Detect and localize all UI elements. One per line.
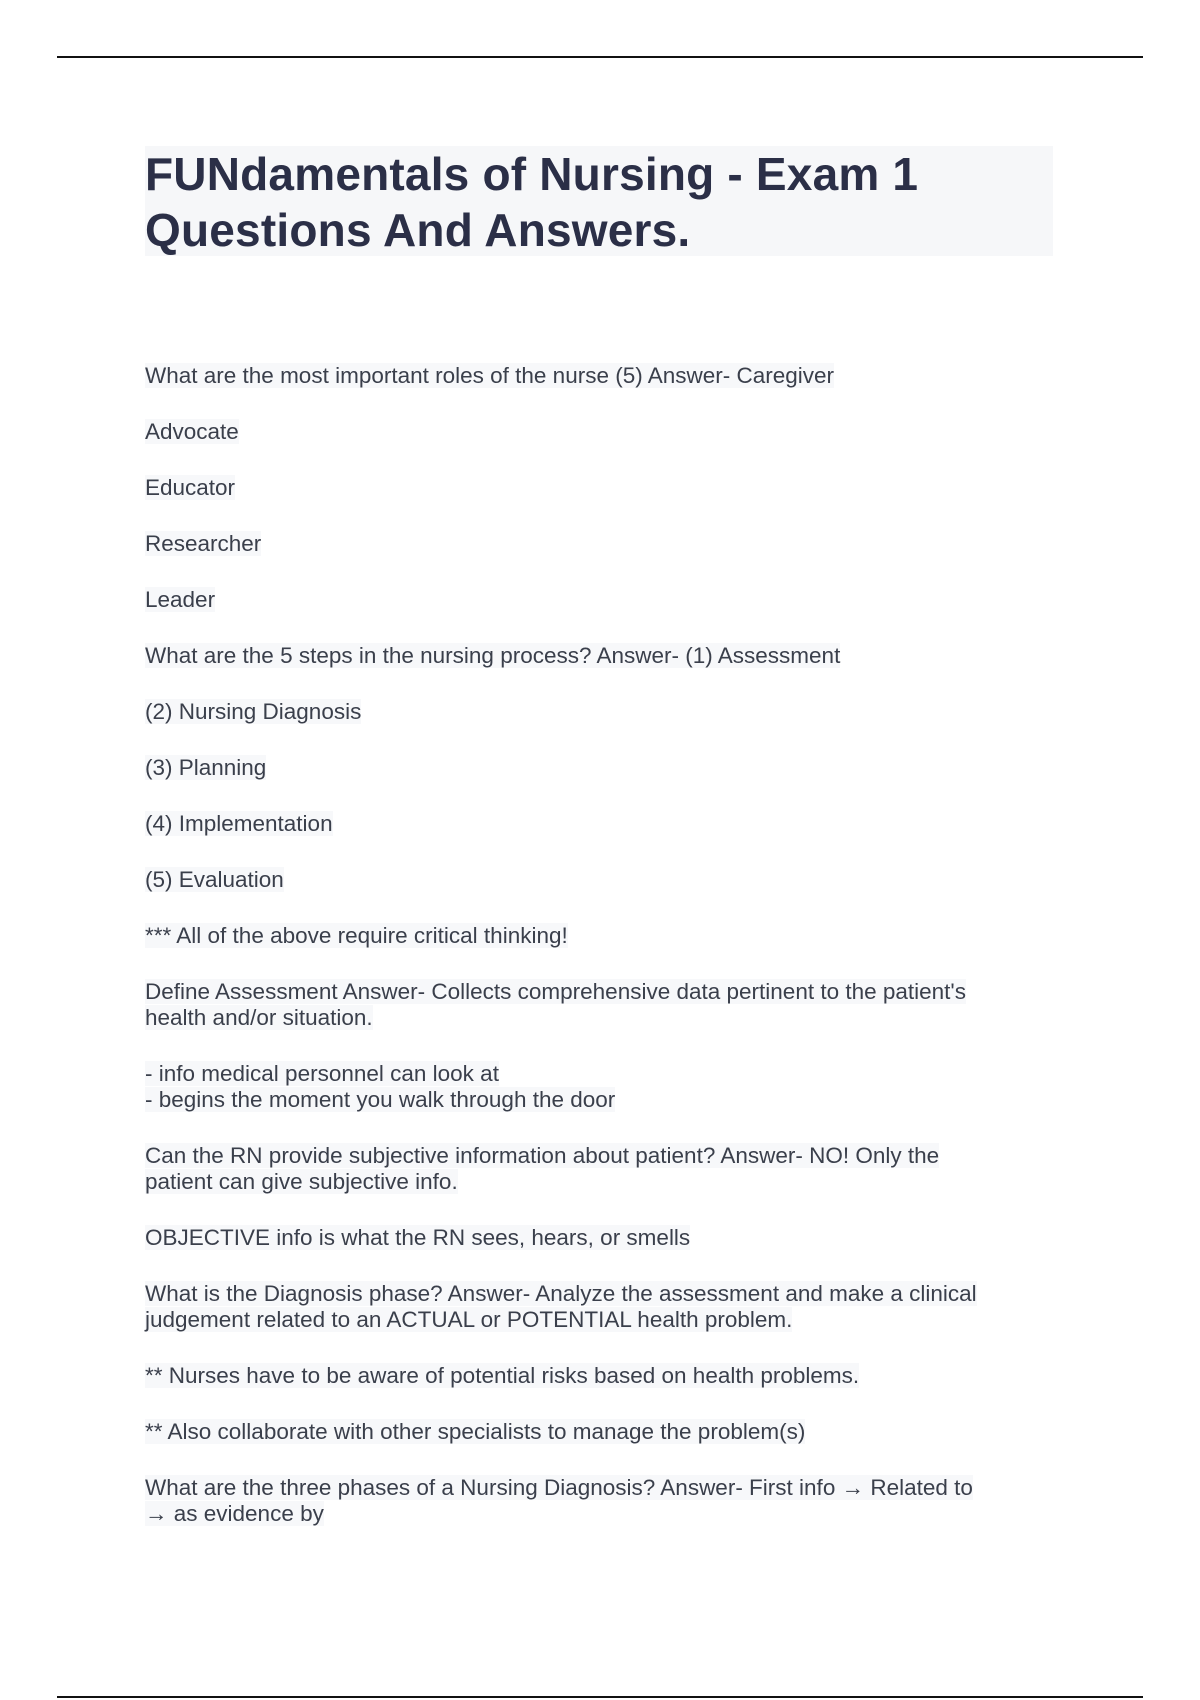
qa-paragraph: Advocate bbox=[145, 419, 239, 444]
qa-paragraph: Leader bbox=[145, 587, 216, 612]
qa-paragraph: What are the most important roles of the nurse (5) Answer- Caregiver bbox=[145, 363, 835, 388]
qa-paragraph: Educator bbox=[145, 475, 236, 500]
qa-paragraph: ** Nurses have to be aware of potential risks based on health problems. bbox=[145, 1363, 860, 1388]
qa-paragraph: ** Also collaborate with other specialists to manage the problem(s) bbox=[145, 1419, 806, 1444]
qa-paragraph: Researcher bbox=[145, 531, 262, 556]
top-rule bbox=[57, 56, 1143, 58]
title-block bbox=[145, 146, 1053, 256]
qa-paragraph: - info medical personnel can look at - begins the moment you walk through the door bbox=[145, 1061, 616, 1112]
bottom-rule bbox=[57, 1696, 1143, 1698]
qa-paragraph: What are the 5 steps in the nursing process? Answer- (1) Assessment bbox=[145, 643, 841, 668]
qa-paragraph: OBJECTIVE info is what the RN sees, hears, or smells bbox=[145, 1225, 691, 1250]
qa-paragraph: What are the three phases of a Nursing Diagnosis? Answer- First info → Related to → as evidence by bbox=[145, 1475, 973, 1526]
qa-paragraph: *** All of the above require critical thinking! bbox=[145, 923, 568, 948]
qa-paragraph: (2) Nursing Diagnosis bbox=[145, 699, 362, 724]
qa-paragraph: Can the RN provide subjective information about patient? Answer- NO! Only the patient can give subjective info. bbox=[145, 1143, 940, 1194]
document-body bbox=[145, 363, 1060, 1557]
qa-paragraph: (3) Planning bbox=[145, 755, 267, 780]
qa-paragraph: (5) Evaluation bbox=[145, 867, 284, 892]
qa-paragraph: (4) Implementation bbox=[145, 811, 333, 836]
page-title bbox=[145, 146, 1053, 258]
qa-paragraph: Define Assessment Answer- Collects comprehensive data pertinent to the patient's health and/or situation. bbox=[145, 979, 966, 1030]
title-line-1: FUNdamentals of Nursing - Exam 1 bbox=[145, 148, 919, 200]
title-line-2: Questions And Answers. bbox=[145, 204, 691, 256]
qa-paragraph: What is the Diagnosis phase? Answer- Analyze the assessment and make a clinical judgement related to an ACTUAL or POTENTIAL health problem. bbox=[145, 1281, 977, 1332]
